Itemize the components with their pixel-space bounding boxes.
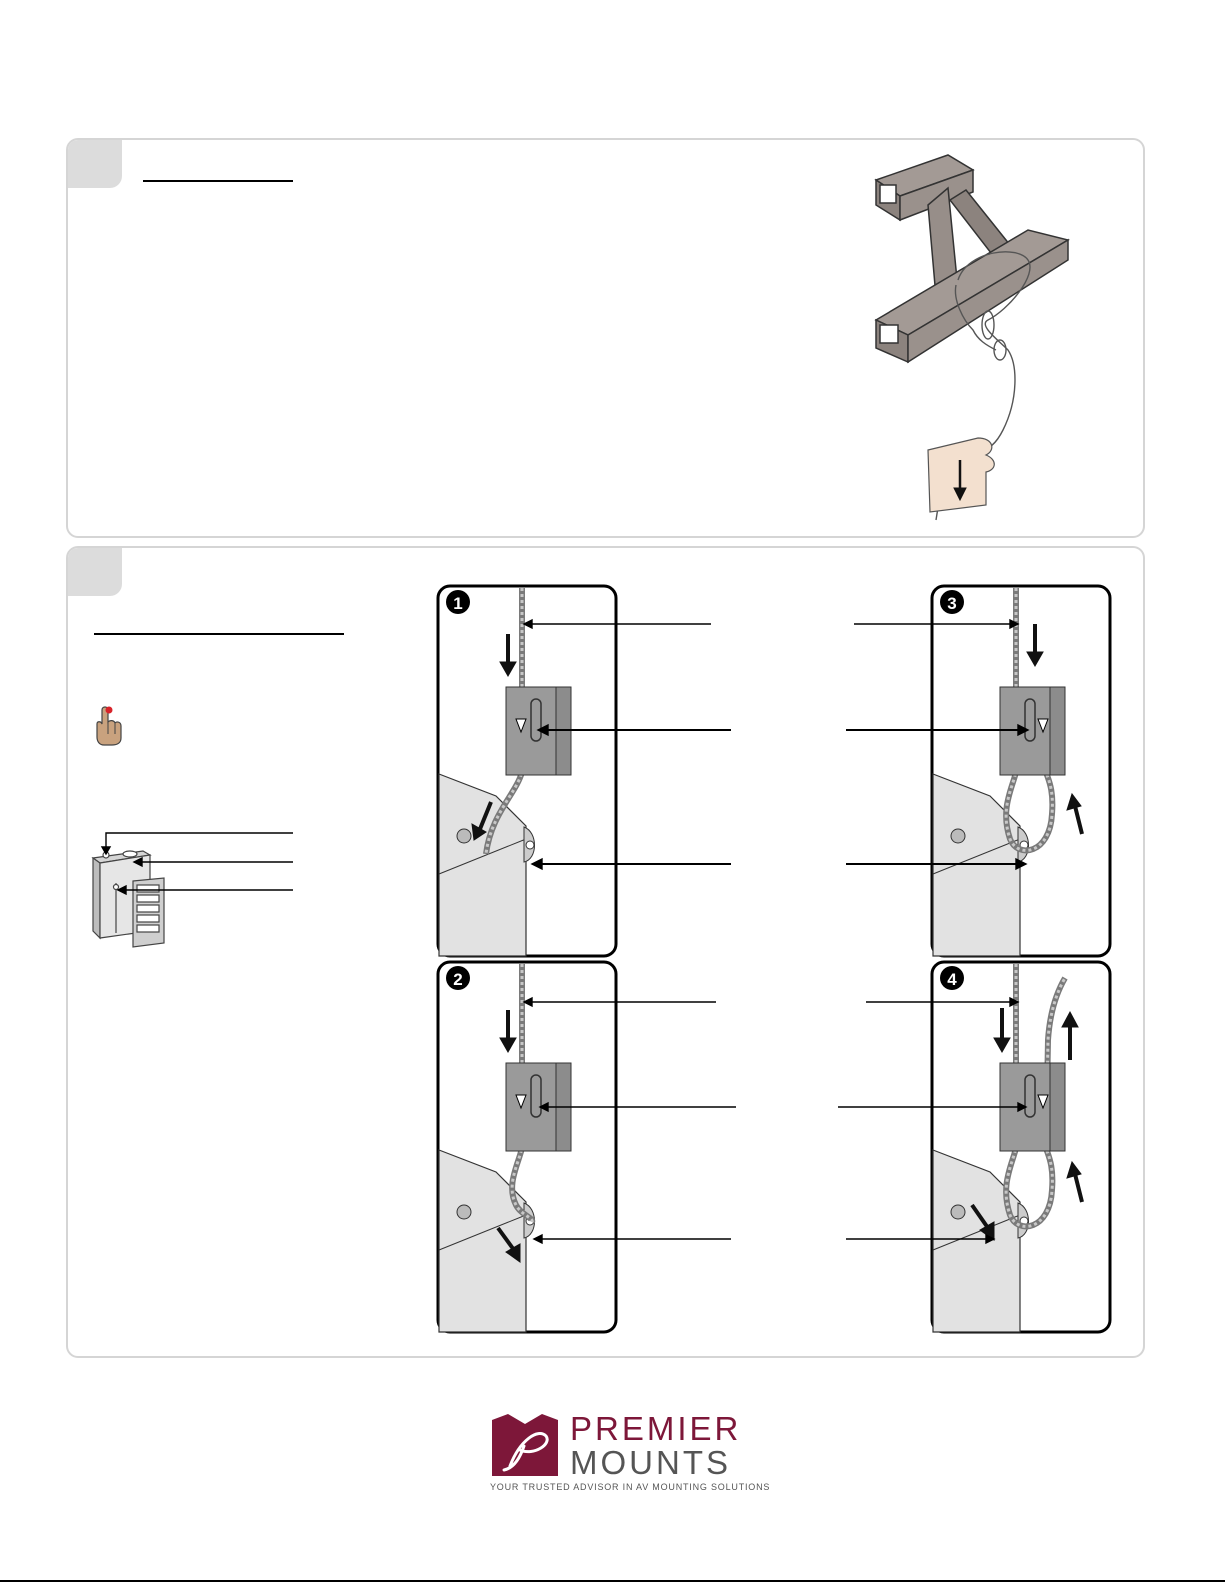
logo-mark-icon <box>490 1410 560 1480</box>
pointing-finger-icon <box>94 704 124 746</box>
cable-gripper-illustration <box>88 823 303 953</box>
step-tab-1 <box>68 140 122 188</box>
logo-tagline: YOUR TRUSTED ADVISOR IN AV MOUNTING SOLUTIONS <box>490 1482 771 1492</box>
page-bottom-rule <box>0 1580 1225 1582</box>
logo-premier-text: PREMIER <box>570 1410 742 1447</box>
step-panel-1 <box>66 138 1145 538</box>
frame-2-number: 2 <box>453 970 463 989</box>
step-panel-2 <box>66 546 1145 1358</box>
frame-3-number: 3 <box>947 594 957 613</box>
step-tab-2 <box>68 548 122 596</box>
logo-mounts-text: MOUNTS <box>570 1444 731 1481</box>
callout-leader-lines <box>436 584 1112 1334</box>
frame-4-number: 4 <box>947 970 957 989</box>
frame-1-number: 1 <box>453 594 463 613</box>
truss-cable-illustration <box>868 150 1098 530</box>
step-1-heading-underline <box>143 180 293 182</box>
step-2-heading-underline <box>94 633 344 635</box>
premier-mounts-logo <box>490 1410 771 1492</box>
